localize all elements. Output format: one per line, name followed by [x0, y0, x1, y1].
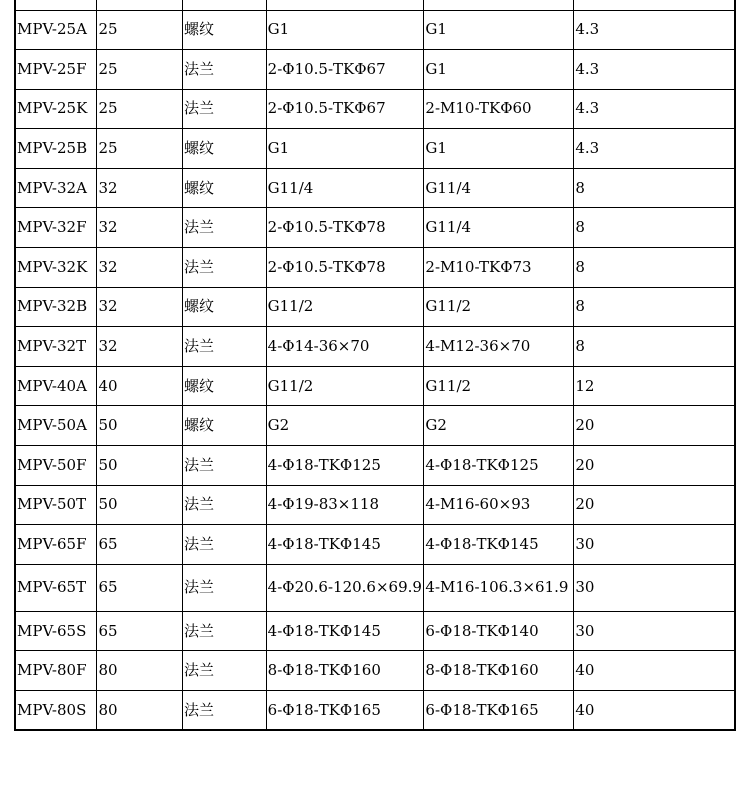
inlet-cell: 4-Φ20.6-120.6×69.9 [266, 564, 424, 611]
size-cell: 50 [97, 446, 183, 486]
outlet-cell: 2-M10-TKΦ73 [424, 248, 574, 288]
value-cell: 12 [574, 366, 735, 406]
table-row-cut-top [15, 0, 735, 10]
inlet-cell: G11/2 [266, 366, 424, 406]
table-row [15, 446, 735, 486]
table-row [15, 50, 735, 90]
connection-type-cell: 法兰 [183, 564, 267, 611]
connection-type-cell: 螺纹 [183, 10, 267, 50]
connection-type-cell: 法兰 [183, 446, 267, 486]
value-cell: 4.3 [574, 50, 735, 90]
connection-type-cell: 法兰 [183, 485, 267, 525]
size-cell: 25 [97, 10, 183, 50]
table-row [15, 168, 735, 208]
table-row [15, 89, 735, 129]
model-cell: MPV-80F [15, 651, 97, 691]
table-row [15, 10, 735, 50]
table-row [15, 208, 735, 248]
size-cell: 50 [97, 485, 183, 525]
size-cell: 65 [97, 611, 183, 651]
inlet-cell: 4-Φ18-TKΦ145 [266, 525, 424, 565]
value-cell: 20 [574, 406, 735, 446]
size-cell: 80 [97, 651, 183, 691]
outlet-cell: 4-M12-36×70 [424, 327, 574, 367]
inlet-cell: 8-Φ18-TKΦ160 [266, 651, 424, 691]
inlet-cell: G11/4 [266, 168, 424, 208]
model-cell: MPV-32F [15, 208, 97, 248]
model-cell: MPV-50T [15, 485, 97, 525]
connection-type-cell: 螺纹 [183, 168, 267, 208]
connection-type-cell: 法兰 [183, 50, 267, 90]
table-row [15, 327, 735, 367]
model-cell: MPV-32B [15, 287, 97, 327]
size-cell: 50 [97, 406, 183, 446]
spec-table [14, 0, 736, 731]
value-cell: 20 [574, 485, 735, 525]
outlet-cell: 4-Φ18-TKΦ125 [424, 446, 574, 486]
inlet-cell: 4-Φ14-36×70 [266, 327, 424, 367]
value-cell: 8 [574, 248, 735, 288]
model-cell: MPV-65S [15, 611, 97, 651]
table-row [15, 525, 735, 565]
size-cell: 25 [97, 129, 183, 169]
table-cell [574, 0, 735, 10]
outlet-cell: G11/2 [424, 287, 574, 327]
table-row [15, 406, 735, 446]
model-cell: MPV-32A [15, 168, 97, 208]
connection-type-cell: 法兰 [183, 248, 267, 288]
size-cell: 32 [97, 208, 183, 248]
connection-type-cell: 法兰 [183, 525, 267, 565]
outlet-cell: G11/2 [424, 366, 574, 406]
table-cell [424, 0, 574, 10]
outlet-cell: G11/4 [424, 168, 574, 208]
table-row [15, 564, 735, 611]
table-cell [183, 0, 267, 10]
table-row [15, 129, 735, 169]
table-row [15, 366, 735, 406]
outlet-cell: G1 [424, 50, 574, 90]
table-cell [15, 0, 97, 10]
model-cell: MPV-25F [15, 50, 97, 90]
value-cell: 8 [574, 168, 735, 208]
table-row [15, 485, 735, 525]
value-cell: 30 [574, 525, 735, 565]
value-cell: 8 [574, 287, 735, 327]
inlet-cell: 4-Φ18-TKΦ125 [266, 446, 424, 486]
size-cell: 80 [97, 691, 183, 731]
inlet-cell: G11/2 [266, 287, 424, 327]
size-cell: 65 [97, 564, 183, 611]
model-cell: MPV-65F [15, 525, 97, 565]
connection-type-cell: 螺纹 [183, 406, 267, 446]
value-cell: 8 [574, 327, 735, 367]
inlet-cell: 6-Φ18-TKΦ165 [266, 691, 424, 731]
size-cell: 32 [97, 168, 183, 208]
size-cell: 40 [97, 366, 183, 406]
size-cell: 32 [97, 287, 183, 327]
table-row [15, 287, 735, 327]
model-cell: MPV-65T [15, 564, 97, 611]
value-cell: 4.3 [574, 89, 735, 129]
table-row [15, 651, 735, 691]
model-cell: MPV-40A [15, 366, 97, 406]
value-cell: 4.3 [574, 129, 735, 169]
connection-type-cell: 法兰 [183, 327, 267, 367]
value-cell: 40 [574, 651, 735, 691]
outlet-cell: 6-Φ18-TKΦ165 [424, 691, 574, 731]
outlet-cell: G2 [424, 406, 574, 446]
outlet-cell: 4-Φ18-TKΦ145 [424, 525, 574, 565]
model-cell: MPV-80S [15, 691, 97, 731]
model-cell: MPV-25A [15, 10, 97, 50]
size-cell: 25 [97, 50, 183, 90]
value-cell: 8 [574, 208, 735, 248]
table-cell [97, 0, 183, 10]
table-cell [266, 0, 424, 10]
connection-type-cell: 法兰 [183, 611, 267, 651]
outlet-cell: G1 [424, 129, 574, 169]
model-cell: MPV-32K [15, 248, 97, 288]
size-cell: 32 [97, 248, 183, 288]
inlet-cell: 2-Φ10.5-TKΦ78 [266, 248, 424, 288]
connection-type-cell: 法兰 [183, 208, 267, 248]
size-cell: 32 [97, 327, 183, 367]
value-cell: 20 [574, 446, 735, 486]
value-cell: 30 [574, 564, 735, 611]
inlet-cell: G1 [266, 129, 424, 169]
size-cell: 25 [97, 89, 183, 129]
inlet-cell: 4-Φ18-TKΦ145 [266, 611, 424, 651]
value-cell: 30 [574, 611, 735, 651]
outlet-cell: 4-M16-60×93 [424, 485, 574, 525]
connection-type-cell: 螺纹 [183, 129, 267, 169]
connection-type-cell: 法兰 [183, 691, 267, 731]
inlet-cell: 2-Φ10.5-TKΦ78 [266, 208, 424, 248]
inlet-cell: G1 [266, 10, 424, 50]
connection-type-cell: 螺纹 [183, 366, 267, 406]
outlet-cell: 8-Φ18-TKΦ160 [424, 651, 574, 691]
connection-type-cell: 法兰 [183, 89, 267, 129]
inlet-cell: 2-Φ10.5-TKΦ67 [266, 50, 424, 90]
model-cell: MPV-50F [15, 446, 97, 486]
table-row [15, 248, 735, 288]
inlet-cell: 2-Φ10.5-TKΦ67 [266, 89, 424, 129]
spec-table-body [15, 0, 735, 730]
table-row [15, 691, 735, 731]
model-cell: MPV-50A [15, 406, 97, 446]
inlet-cell: 4-Φ19-83×118 [266, 485, 424, 525]
inlet-cell: G2 [266, 406, 424, 446]
outlet-cell: 4-M16-106.3×61.9 [424, 564, 574, 611]
connection-type-cell: 螺纹 [183, 287, 267, 327]
outlet-cell: G1 [424, 10, 574, 50]
model-cell: MPV-32T [15, 327, 97, 367]
connection-type-cell: 法兰 [183, 651, 267, 691]
value-cell: 40 [574, 691, 735, 731]
outlet-cell: 6-Φ18-TKΦ140 [424, 611, 574, 651]
table-row [15, 611, 735, 651]
value-cell: 4.3 [574, 10, 735, 50]
model-cell: MPV-25B [15, 129, 97, 169]
outlet-cell: G11/4 [424, 208, 574, 248]
model-cell: MPV-25K [15, 89, 97, 129]
size-cell: 65 [97, 525, 183, 565]
outlet-cell: 2-M10-TKΦ60 [424, 89, 574, 129]
